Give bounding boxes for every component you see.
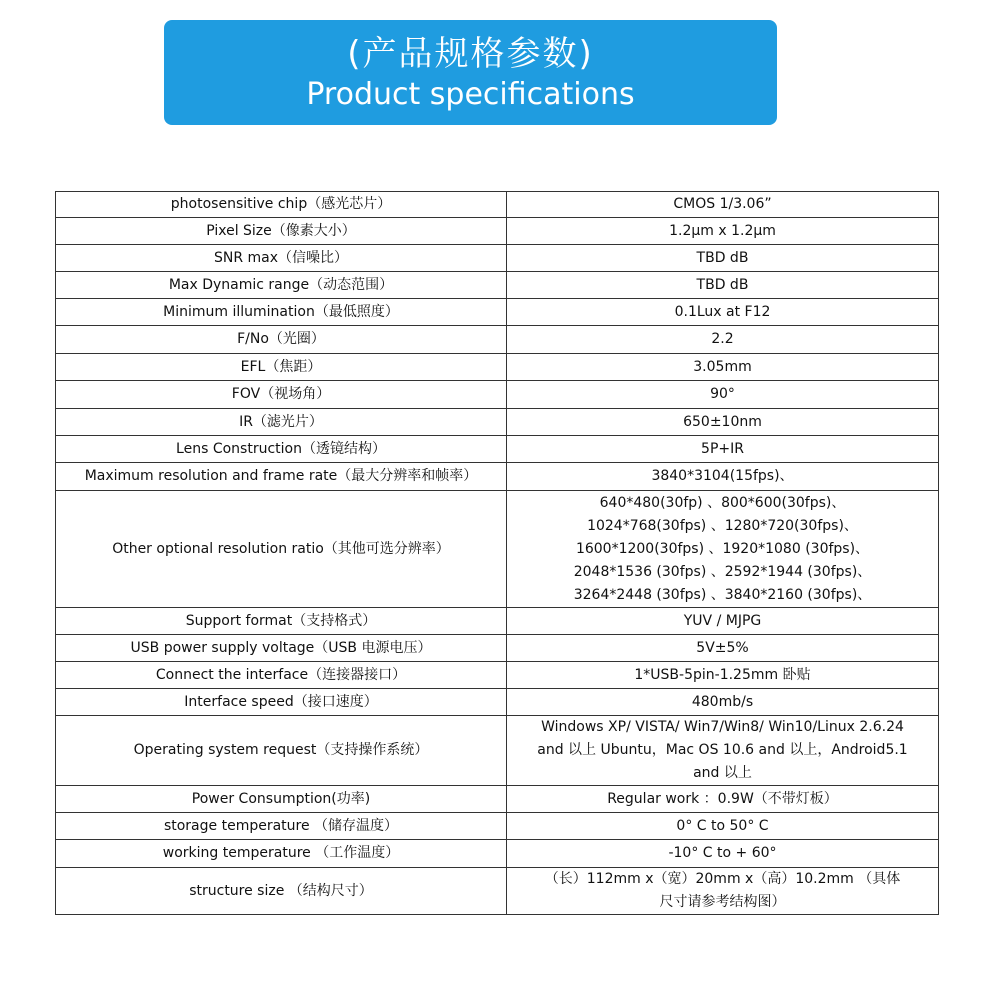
spec-label: Max Dynamic range（动态范围）	[56, 272, 507, 299]
spec-row	[56, 840, 939, 868]
spec-table	[55, 191, 939, 915]
spec-row	[56, 463, 939, 491]
spec-row	[56, 218, 939, 245]
spec-value: 0.1Lux at F12	[507, 299, 939, 326]
spec-label: Other optional resolution ratio（其他可选分辨率）	[56, 491, 507, 608]
spec-row	[56, 436, 939, 463]
spec-label: Minimum illumination（最低照度）	[56, 299, 507, 326]
spec-value: 2.2	[507, 326, 939, 354]
spec-value: -10° C to + 60°	[507, 840, 939, 868]
spec-row	[56, 491, 939, 608]
spec-row	[56, 299, 939, 326]
spec-value: 640*480(30fp) 、800*600(30fps)、 1024*768(30fps) 、1280*720(30fps)、 1600*1200(30fps) 、1920*1080 (30fps)、 2048*1536 (30fps) 、2592*1944 (30fps)、 3264*2448 (30fps) 、3840*2160 (30fps)、	[507, 491, 939, 608]
spec-row	[56, 326, 939, 354]
title-english: Product specifications	[306, 77, 635, 112]
spec-row	[56, 409, 939, 436]
spec-value: 5V±5%	[507, 635, 939, 662]
spec-row	[56, 635, 939, 662]
spec-label: Power Consumption(功率)	[56, 786, 507, 813]
spec-value: 1*USB-5pin-1.25mm 卧贴	[507, 662, 939, 689]
spec-label: photosensitive chip（感光芯片）	[56, 192, 507, 218]
spec-value: TBD dB	[507, 245, 939, 272]
spec-value: 3840*3104(15fps)、	[507, 463, 939, 491]
spec-row	[56, 786, 939, 813]
spec-label: F/No（光圈）	[56, 326, 507, 354]
spec-label: Operating system request（支持操作系统）	[56, 716, 507, 786]
title-chinese: (产品规格参数)	[347, 34, 594, 74]
spec-value: 3.05mm	[507, 354, 939, 381]
spec-row	[56, 381, 939, 409]
spec-value: 1.2μm x 1.2μm	[507, 218, 939, 245]
spec-label: IR（滤光片）	[56, 409, 507, 436]
spec-row	[56, 272, 939, 299]
spec-label: Maximum resolution and frame rate（最大分辨率和帧率）	[56, 463, 507, 491]
spec-label: USB power supply voltage（USB 电源电压）	[56, 635, 507, 662]
spec-value: YUV / MJPG	[507, 608, 939, 635]
spec-label: Interface speed（接口速度）	[56, 689, 507, 716]
spec-label: FOV（视场角）	[56, 381, 507, 409]
spec-value: 480mb/s	[507, 689, 939, 716]
spec-label: Connect the interface（连接器接口）	[56, 662, 507, 689]
spec-label: Lens Construction（透镜结构）	[56, 436, 507, 463]
spec-row	[56, 813, 939, 840]
spec-label: SNR max（信噪比）	[56, 245, 507, 272]
spec-value: Regular work ：0.9W（不带灯板）	[507, 786, 939, 813]
spec-value: TBD dB	[507, 272, 939, 299]
spec-value: 5P+IR	[507, 436, 939, 463]
spec-label: Pixel Size（像素大小）	[56, 218, 507, 245]
spec-label: Support format（支持格式）	[56, 608, 507, 635]
spec-row	[56, 689, 939, 716]
spec-row	[56, 608, 939, 635]
spec-row	[56, 354, 939, 381]
spec-row	[56, 192, 939, 218]
spec-row	[56, 662, 939, 689]
spec-row	[56, 245, 939, 272]
spec-value: （长）112mm x（宽）20mm x（高）10.2mm （具体 尺寸请参考结构图）	[507, 868, 939, 915]
spec-row	[56, 716, 939, 786]
spec-value: 650±10nm	[507, 409, 939, 436]
title-banner	[164, 20, 777, 125]
spec-label: EFL（焦距）	[56, 354, 507, 381]
spec-value: 90°	[507, 381, 939, 409]
spec-row	[56, 868, 939, 915]
spec-label: structure size （结构尺寸）	[56, 868, 507, 915]
spec-value: 0° C to 50° C	[507, 813, 939, 840]
spec-label: storage temperature （储存温度）	[56, 813, 507, 840]
spec-label: working temperature （工作温度）	[56, 840, 507, 868]
spec-value: CMOS 1/3.06”	[507, 192, 939, 218]
spec-value: Windows XP/ VISTA/ Win7/Win8/ Win10/Linux 2.6.24 and 以上 Ubuntu，Mac OS 10.6 and 以上，Android5.1 and 以上	[507, 716, 939, 786]
